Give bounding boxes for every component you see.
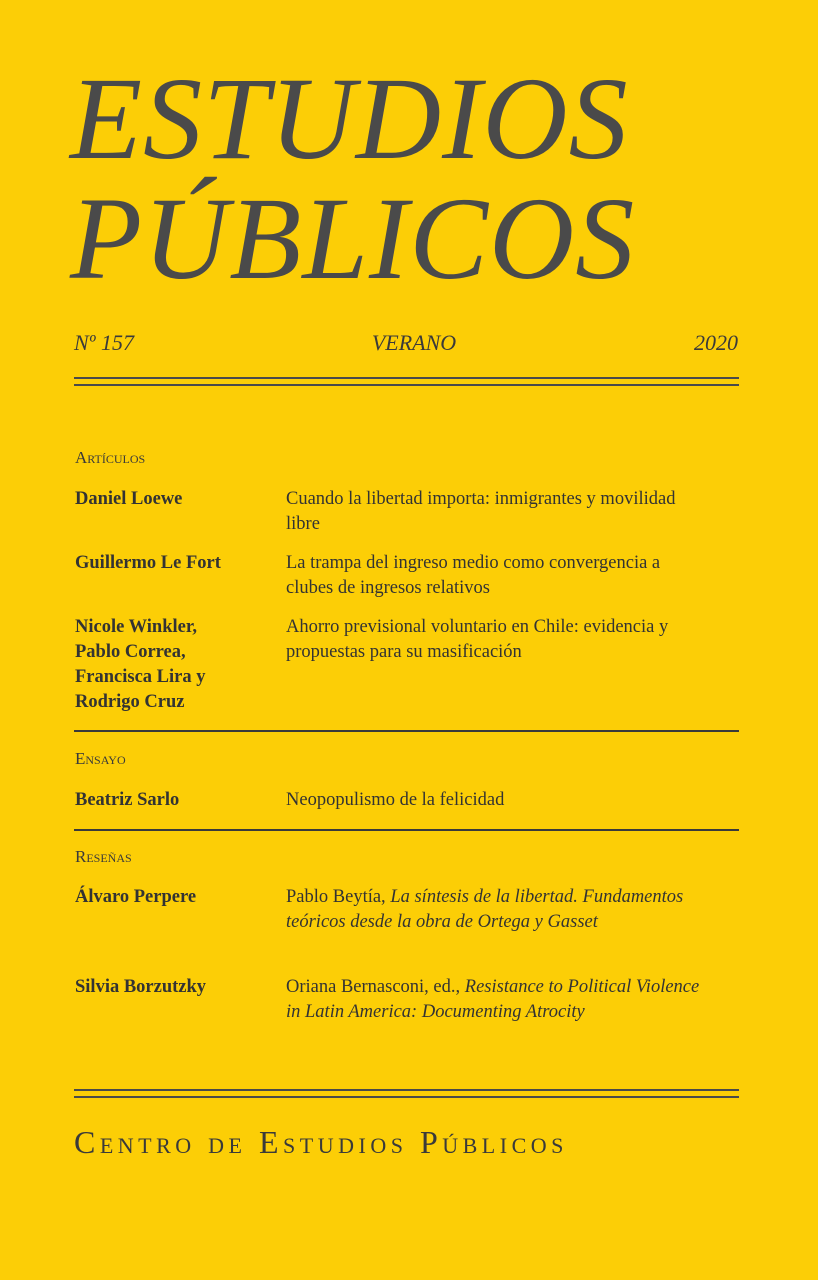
issue-number: Nº 157 — [74, 330, 134, 355]
issue-info — [74, 330, 738, 356]
article-author: Guillermo Le Fort — [75, 553, 221, 573]
review-title-prefix: Pablo Beytía, — [286, 887, 391, 907]
issue-season: VERANO — [371, 330, 457, 355]
masthead-line-2: PÚBLICOS — [70, 173, 636, 304]
section-divider — [74, 730, 739, 732]
publisher-name: Centro de Estudios Públicos — [74, 1124, 568, 1160]
review-book-title: Resistance to Political Violence in Latin America: Documenting Atrocity — [286, 977, 700, 1022]
article-title: Ahorro previsional voluntario en Chile: evidencia y propuestas para su masificación — [286, 617, 669, 662]
review-title — [286, 975, 706, 1025]
review-book-title: La síntesis de la libertad. Fundamentos teóricos desde la obra de Ortega y Gasset — [286, 887, 684, 932]
essay-title: Neopopulismo de la felicidad — [286, 790, 505, 810]
article-author: Daniel Loewe — [75, 489, 183, 509]
top-double-rule — [74, 377, 739, 386]
section-heading-articulos: Artículos — [75, 448, 146, 467]
section-divider — [74, 829, 739, 831]
essay-author: Beatriz Sarlo — [75, 790, 180, 810]
article-title: Cuando la libertad importa: inmigrantes y movilidad libre — [286, 489, 676, 534]
bottom-double-rule — [74, 1089, 739, 1098]
article-title: La trampa del ingreso medio como convergencia a clubes de ingresos relativos — [286, 553, 661, 598]
section-heading-resenas: Reseñas — [75, 847, 132, 866]
masthead-line-1: ESTUDIOS — [70, 53, 629, 184]
issue-year: 2020 — [693, 330, 738, 355]
section-heading-ensayo: Ensayo — [75, 749, 126, 768]
article-author: Nicole Winkler, Pablo Correa, Francisca Lira y Rodrigo Cruz — [75, 617, 206, 712]
review-author: Álvaro Perpere — [75, 887, 197, 907]
review-title-prefix: Oriana Bernasconi, ed., — [286, 977, 465, 997]
review-title — [286, 885, 706, 935]
review-author: Silvia Borzutzky — [75, 977, 207, 997]
